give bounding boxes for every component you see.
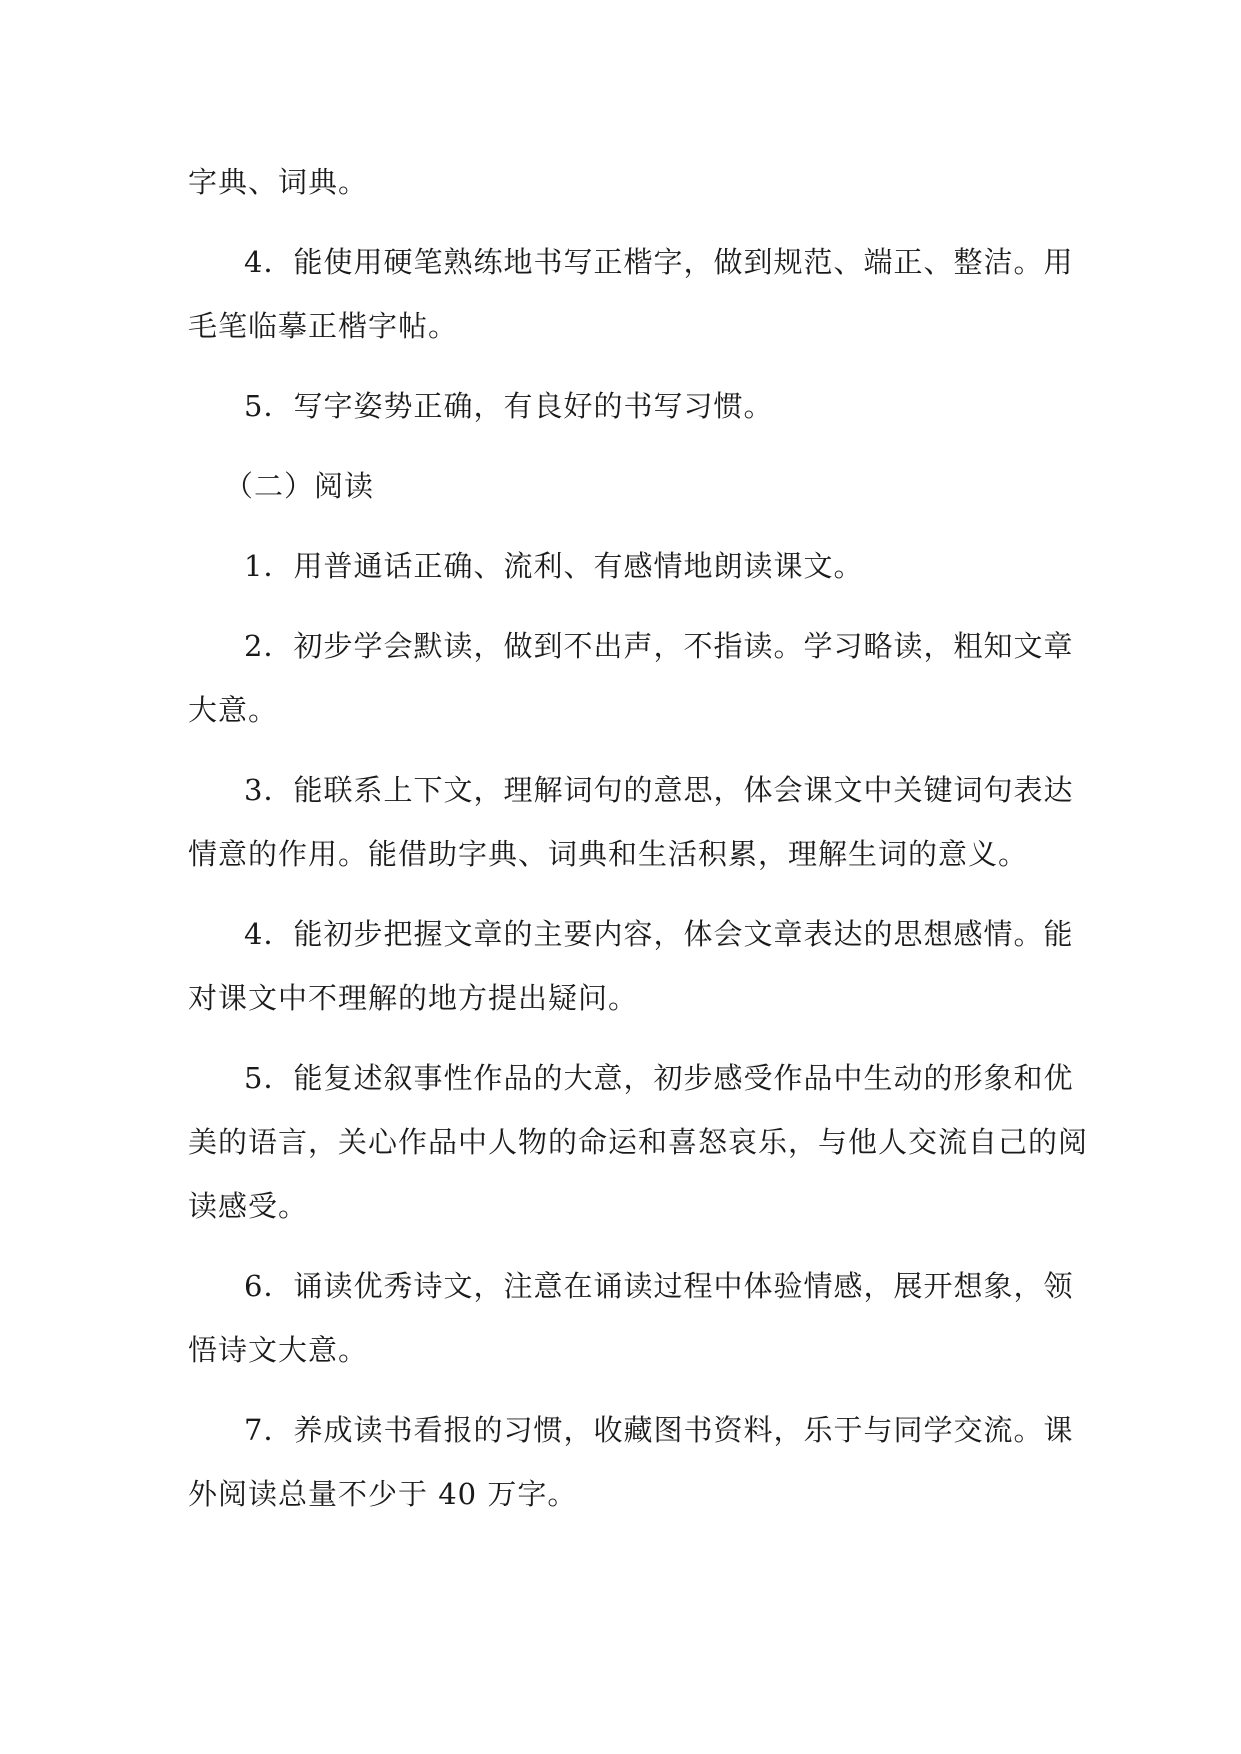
text-line: 7．养成读书看报的习惯，收藏图书资料，乐于与同学交流。课 [244, 1413, 1074, 1447]
text-line: 情意的作用。能借助字典、词典和生活积累，理解生词的意义。 [188, 837, 1029, 871]
text-line: 5．写字姿势正确，有良好的书写习惯。 [244, 389, 774, 423]
text-line: 6．诵读优秀诗文，注意在诵读过程中体验情感，展开想象，领 [244, 1269, 1074, 1303]
text-line: 大意。 [188, 693, 279, 727]
paragraph-reading-7 [188, 1398, 1074, 1526]
text-line: 1．用普通话正确、流利、有感情地朗读课文。 [244, 549, 864, 583]
text-line: 毛笔临摹正楷字帖。 [188, 309, 459, 343]
paragraph-reading-2 [188, 614, 1074, 742]
text-line: 外阅读总量不少于 40 万字。 [188, 1477, 578, 1511]
text-line: 3．能联系上下文，理解词句的意思，体会课文中关键词句表达 [244, 773, 1074, 807]
text-line: 美的语言，关心作品中人物的命运和喜怒哀乐，与他人交流自己的阅 [188, 1125, 1089, 1159]
paragraph-reading-5 [188, 1046, 1089, 1238]
text-line: （二）阅读 [224, 469, 375, 503]
paragraph-reading-3 [188, 758, 1074, 886]
document-body [188, 150, 1089, 1542]
text-line: 4．能初步把握文章的主要内容，体会文章表达的思想感情。能 [244, 917, 1074, 951]
text-line: 4．能使用硬笔熟练地书写正楷字，做到规范、端正、整洁。用 [244, 245, 1074, 279]
paragraph-reading-4 [188, 902, 1074, 1030]
text-line: 对课文中不理解的地方提出疑问。 [188, 981, 639, 1015]
text-line: 读感受。 [188, 1189, 309, 1223]
section-heading-reading [188, 454, 1056, 518]
paragraph-item-4-handwriting [188, 230, 1074, 358]
paragraph-reading-1 [188, 534, 1056, 598]
text-line: 5．能复述叙事性作品的大意，初步感受作品中生动的形象和优 [244, 1061, 1074, 1095]
paragraph-item-5-posture [188, 374, 1056, 438]
text-line: 2．初步学会默读，做到不出声，不指读。学习略读，粗知文章 [244, 629, 1074, 663]
text-line: 悟诗文大意。 [188, 1333, 369, 1367]
paragraph-continuation [188, 150, 1056, 214]
paragraph-reading-6 [188, 1254, 1074, 1382]
text-line: 字典、词典。 [188, 165, 369, 199]
